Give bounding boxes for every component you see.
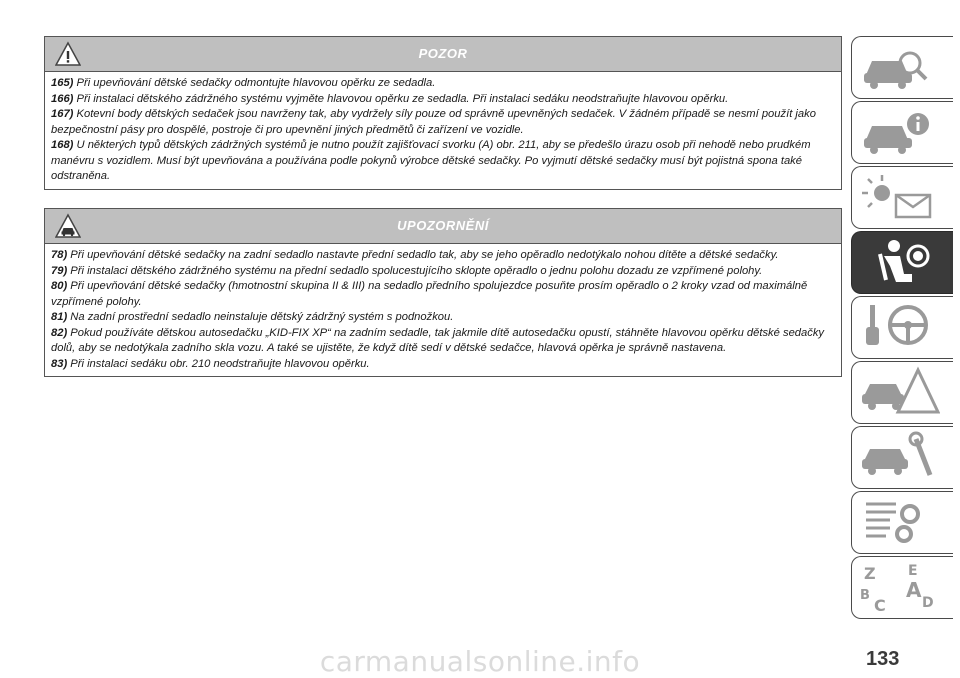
upozorneni-item-81: 81) Na zadní prostřední sedadlo neinstaluje dětský zádržný systém s podnožkou. <box>51 311 454 323</box>
tab-emergency[interactable] <box>851 361 953 424</box>
pozor-item-165: 165) Při upevňování dětské sedačky odmontujte hlavovou opěrku ze sedadla. <box>51 77 436 89</box>
svg-text:D: D <box>922 595 934 611</box>
svg-text:Z: Z <box>864 564 876 583</box>
tab-warning-lights[interactable] <box>851 166 953 229</box>
tab-safety[interactable] <box>851 231 953 294</box>
seat-airbag-icon <box>860 236 940 288</box>
car-search-icon <box>860 41 940 93</box>
tab-car-overview[interactable] <box>851 36 953 99</box>
pozor-warning-box <box>44 36 842 190</box>
upozorneni-header <box>45 209 841 244</box>
tab-car-info[interactable] <box>851 101 953 164</box>
svg-text:A: A <box>906 578 922 602</box>
tab-driving[interactable] <box>851 296 953 359</box>
pozor-header <box>45 37 841 72</box>
upozorneni-item-79: 79) Při instalaci dětského zádržného systému na přední sedadlo spolucestujícího sklopte opěradlo o jednu polohu dozadu ze vzpřímené polohy. <box>51 264 763 277</box>
car-wrench-icon <box>860 431 940 483</box>
warning-light-message-icon <box>860 171 940 223</box>
pozor-title: POZOR <box>418 46 468 61</box>
pozor-items <box>45 72 841 189</box>
tab-maintenance[interactable] <box>851 426 953 489</box>
alphabet-index-icon <box>860 561 940 613</box>
key-steering-wheel-icon <box>860 301 940 353</box>
car-info-icon <box>860 106 940 158</box>
upozorneni-title: UPOZORNĚNÍ <box>397 218 489 233</box>
upozorneni-item-80: 80) Při upevňování dětské sedačky (hmotnostní skupina II & III) na sedadlo předního spolujezdce posuňte prosím opěradlo o 2 kroky vzad od maximálně vzpřímené polohy. <box>51 280 808 308</box>
car-crash-warning-icon <box>860 366 940 418</box>
svg-text:B: B <box>860 588 870 603</box>
watermark: carmanualsonline.info <box>319 645 641 678</box>
pozor-item-168: 168) U některých typů dětských zádržných systémů je nutno použít zajišťovací svorku (A) obr. 211, aby se předešlo úrazu osob při nehodě nebo prudkém manévru s vozidlem. Musí být upevňována a používána podle pokynů výrobce dětské sedačky. Po vyjmutí dětské sedačky musí být pojistná spona také odstraněna. <box>51 139 811 182</box>
upozorneni-items <box>45 244 841 376</box>
upozorneni-note-box <box>44 208 842 377</box>
pozor-item-167: 167) Kotevní body dětských sedaček jsou navrženy tak, aby vydržely síly pouze od správně upevněných sedaček. V žádném případě se nesmí použít jako bezpečnostní pásy pro dospělé, postroje či pro upevnění jiných předmětů či zařízení ve vozidle. <box>51 108 816 136</box>
tab-index[interactable] <box>851 556 953 619</box>
svg-text:C: C <box>874 596 886 613</box>
upozorneni-item-83: 83) Při instalaci sedáku obr. 210 neodstraňujte hlavovou opěrku. <box>51 357 370 370</box>
svg-text:E: E <box>908 563 918 579</box>
page-number: 133 <box>866 648 900 670</box>
tab-technical-data[interactable] <box>851 491 953 554</box>
upozorneni-item-82: 82) Pokud používáte dětskou autosedačku „KID-FIX XP“ na zadním sedadle, tak jakmile dítě autosedačku opustí, stáhněte hlavovou opěrku dětské sedačky dolů, aby se nedotýkala zadního skla vozu. A také se ujistěte, že když dítě sedí v dětské sedačce, hlavová opěrka je správně nastavena. <box>51 326 825 354</box>
pozor-item-166: 166) Při instalaci dětského zádržného systému vyjměte hlavovou opěrku ze sedadla. Při instalaci sedáku neodstraňujte hlavovou opěrku. <box>51 92 729 105</box>
spec-list-gears-icon <box>860 496 940 548</box>
upozorneni-item-78: 78) Při upevňování dětské sedačky na zadní sedadlo nastavte přední sedadlo tak, aby se jeho opěradlo nedotýkalo nohou dítěte a dětské sedačky. <box>51 249 779 261</box>
